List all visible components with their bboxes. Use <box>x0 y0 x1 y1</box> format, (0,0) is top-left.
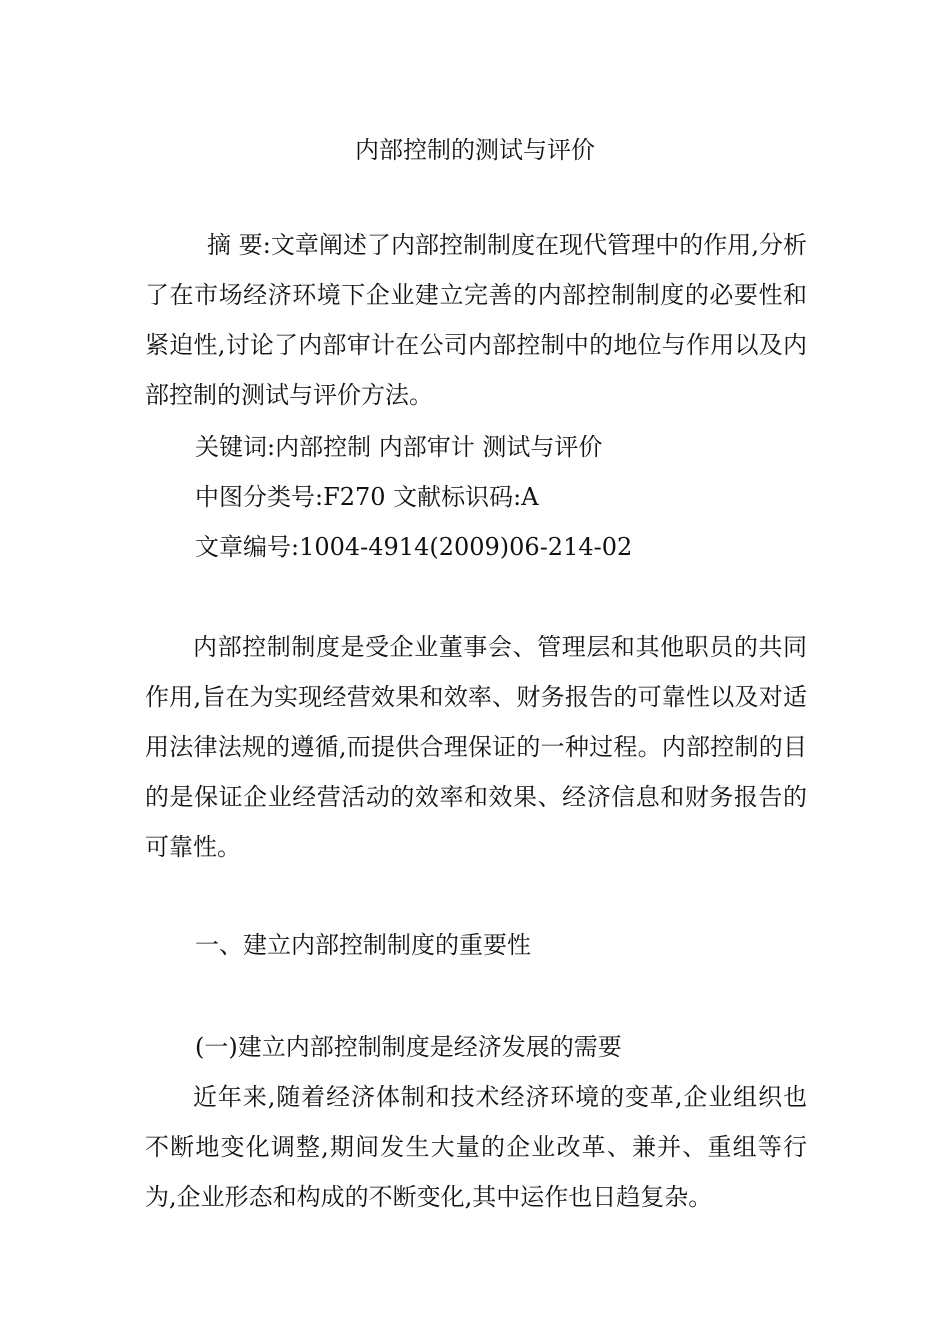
section-heading-1: 一、建立内部控制制度的重要性 <box>195 931 531 959</box>
subsection-heading-1: (一)建立内部控制制度是经济发展的需要 <box>195 1033 622 1061</box>
classification-line: 中图分类号:F270 文献标识码:A <box>195 483 539 511</box>
body-paragraph-1: 内部控制制度是受企业董事会、管理层和其他职员的共同作用,旨在为实现经营效果和效率、财务报告的可靠性以及对适用法律法规的遵循,而提供合理保证的一种过程。内部控制的目的是保证企业经营活动的效率和效果、经济信息和财务报告的可靠性。 <box>145 633 807 861</box>
abstract-paragraph: 摘 要:文章阐述了内部控制制度在现代管理中的作用,分析了在市场经济环境下企业建立完善的内部控制制度的必要性和紧迫性,讨论了内部审计在公司内部控制中的地位与作用以及内部控制的测试与评价方法。 <box>145 231 807 409</box>
document-title: 内部控制的测试与评价 <box>355 136 595 164</box>
keywords-line: 关键词:内部控制 内部审计 测试与评价 <box>195 433 603 461</box>
article-number-line: 文章编号:1004-4914(2009)06-214-02 <box>195 533 633 561</box>
body-paragraph-2: 近年来,随着经济体制和技术经济环境的变革,企业组织也不断地变化调整,期间发生大量的企业改革、兼并、重组等行为,企业形态和构成的不断变化,其中运作也日趋复杂。 <box>145 1083 807 1211</box>
